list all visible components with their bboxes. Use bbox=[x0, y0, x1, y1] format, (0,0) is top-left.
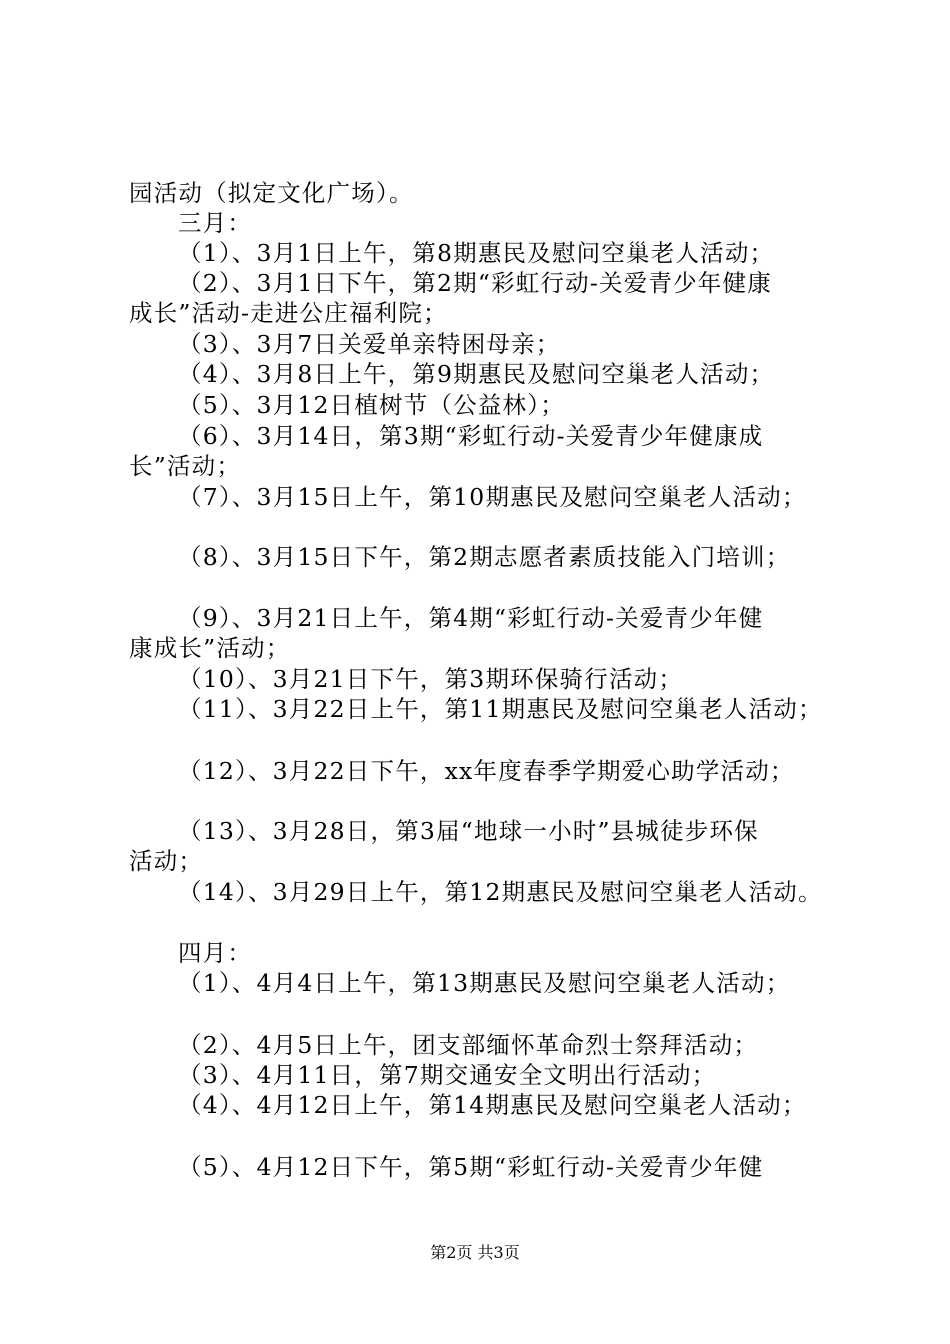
list-item: （12）、3月22日下午，xx年度春季学期爱心助学活动； bbox=[178, 757, 795, 785]
list-item: （6）、3月14日，第3期“彩虹行动-关爱青少年健康成 bbox=[178, 422, 764, 450]
list-item: （13）、3月28日，第3届“地球一小时”县城徒步环保 bbox=[178, 817, 759, 845]
list-item: （8）、3月15日下午，第2期志愿者素质技能入门培训； bbox=[178, 543, 791, 571]
list-item: （5）、3月12日植树节（公益林）； bbox=[178, 391, 565, 419]
page-footer: 第2页 共3页 bbox=[430, 1243, 520, 1262]
list-item: （4）、4月12日上午，第14期惠民及慰问空巢老人活动； bbox=[178, 1091, 807, 1119]
text-line: 园活动（拟定文化广场）。 bbox=[129, 179, 414, 207]
list-item: （3）、3月7日关爱单亲特困母亲； bbox=[178, 330, 561, 358]
list-item: （3）、4月11日，第7期交通安全文明出行活动； bbox=[178, 1061, 717, 1089]
list-item: （4）、3月8日上午，第9期惠民及慰问空巢老人活动； bbox=[178, 360, 775, 388]
list-item: （1）、3月1日上午，第8期惠民及慰问空巢老人活动； bbox=[178, 239, 775, 267]
list-item: （9）、3月21日上午，第4期“彩虹行动-关爱青少年健 bbox=[178, 604, 764, 632]
list-item: （7）、3月15日上午，第10期惠民及慰问空巢老人活动； bbox=[178, 483, 807, 511]
list-item: （1）、4月4日上午，第13期惠民及慰问空巢老人活动； bbox=[178, 969, 791, 997]
list-item: （2）、4月5日上午，团支部缅怀革命烈士祭拜活动； bbox=[178, 1031, 759, 1059]
list-item-continuation: 长”活动； bbox=[129, 452, 242, 480]
list-item: （10）、3月21日下午，第3期环保骑行活动； bbox=[178, 665, 684, 693]
list-item-continuation: 康成长”活动； bbox=[129, 634, 291, 662]
list-item: （2）、3月1日下午，第2期“彩虹行动-关爱青少年健康 bbox=[178, 269, 772, 297]
section-heading-march: 三月： bbox=[178, 209, 253, 237]
list-item: （5）、4月12日下午，第5期“彩虹行动-关爱青少年健 bbox=[178, 1153, 764, 1181]
list-item-continuation: 活动； bbox=[129, 847, 204, 875]
list-item: （11）、3月22日上午，第11期惠民及慰问空巢老人活动； bbox=[178, 695, 823, 723]
list-item: （14）、3月29日上午，第12期惠民及慰问空巢老人活动。 bbox=[178, 878, 823, 906]
section-heading-april: 四月： bbox=[178, 939, 253, 967]
list-item-continuation: 成长”活动-走进公庄福利院； bbox=[129, 299, 448, 327]
